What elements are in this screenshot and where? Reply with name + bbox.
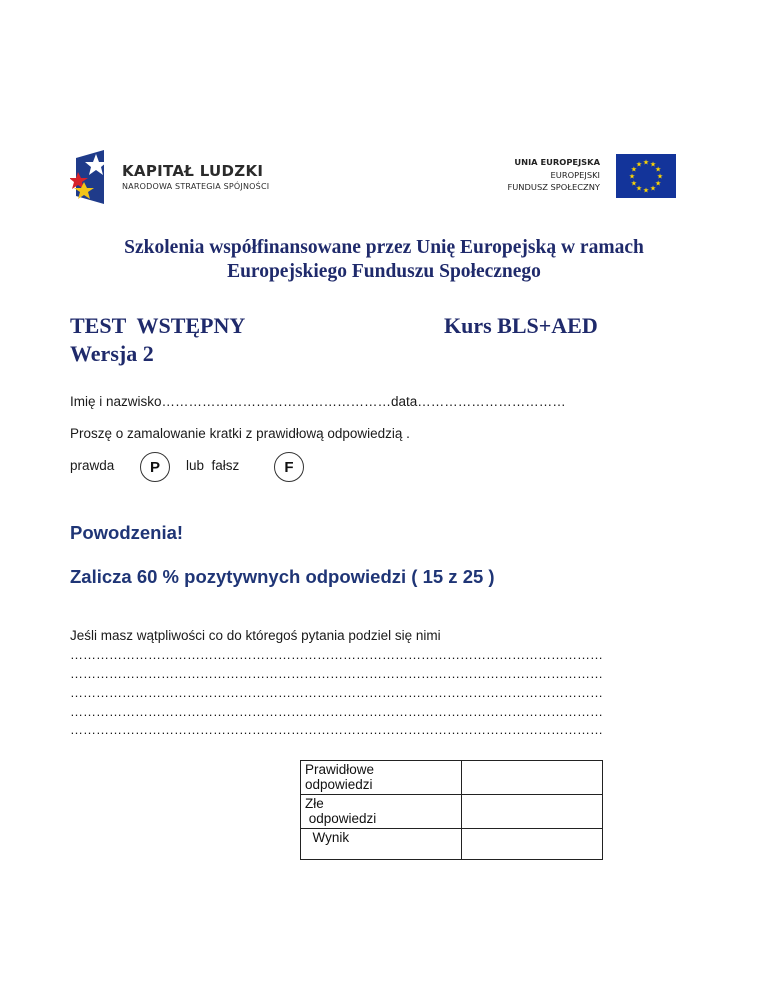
eu-line-2: EUROPEJSKI: [550, 169, 600, 180]
results-value-score[interactable]: [462, 829, 603, 860]
test-title-block: [70, 312, 245, 368]
eu-line-3: FUNDUSZ SPOŁECZNY: [507, 182, 600, 192]
doubts-line[interactable]: ……………………………………………………………………………………………………………: [70, 704, 603, 719]
true-mark-circle: [140, 452, 170, 482]
kapital-ludzki-emblem-icon: [70, 150, 118, 208]
name-date-line[interactable]: Imię i nazwisko……………………………………………data……………………………: [70, 394, 566, 409]
doubts-prompt: Jeśli masz wątpliwości co do któregoś pytania podziel się nimi: [70, 628, 441, 643]
eu-star-icon: ★: [642, 159, 650, 167]
doubts-line[interactable]: ……………………………………………………………………………………………………………: [70, 666, 603, 681]
eu-star-icon: ★: [635, 161, 643, 169]
eu-logo-text: [507, 156, 600, 194]
eu-star-icon: ★: [630, 166, 638, 174]
eu-line-1: UNIA EUROPEJSKA: [514, 157, 600, 167]
eu-star-icon: ★: [649, 161, 657, 169]
results-value-wrong[interactable]: [462, 795, 603, 829]
doubts-line[interactable]: ……………………………………………………………………………………………………………: [70, 722, 603, 737]
eu-star-icon: ★: [642, 187, 650, 195]
test-title: TEST WSTĘPNY: [70, 313, 246, 338]
results-row-wrong: [301, 795, 603, 829]
false-mark: F: [284, 458, 294, 476]
results-label-wrong: [301, 795, 462, 829]
eu-logo: [490, 154, 680, 200]
eu-star-icon: ★: [630, 180, 638, 188]
results-table: [300, 760, 603, 860]
headline: [0, 236, 768, 284]
kapital-ludzki-logo: [70, 150, 270, 210]
results-label-score: [301, 829, 462, 860]
kapital-ludzki-title: KAPITAŁ LUDZKI: [122, 162, 264, 180]
pass-rule: Zalicza 60 % pozytywnych odpowiedzi ( 15 z 25 ): [70, 566, 495, 587]
instruction-text: Proszę o zamalowanie kratki z prawidłową odpowiedzią .: [70, 426, 410, 441]
test-version: Wersja 2: [70, 341, 154, 366]
results-label-correct-a: Prawidłowe: [305, 762, 375, 777]
eu-star-icon: ★: [656, 173, 664, 181]
eu-star-icon: ★: [649, 185, 657, 193]
eu-star-icon: ★: [635, 185, 643, 193]
results-label-wrong-b: odpowiedzi: [305, 811, 377, 826]
true-mark: P: [149, 458, 160, 476]
results-value-correct[interactable]: [462, 761, 603, 795]
doubts-line[interactable]: ……………………………………………………………………………………………………………: [70, 685, 603, 700]
true-label: prawda: [70, 458, 115, 473]
eu-flag-icon: [616, 154, 676, 198]
or-false-label: lub fałsz: [186, 458, 240, 473]
headline-line-2: Europejskiego Funduszu Społecznego: [227, 261, 541, 282]
headline-line-1: Szkolenia współfinansowane przez Unię Europejską w ramach: [124, 237, 644, 258]
eu-stars: [616, 154, 676, 198]
results-row-score: [301, 829, 603, 860]
false-mark-circle: [274, 452, 304, 482]
eu-star-icon: ★: [654, 180, 662, 188]
results-label-wrong-a: Złe: [305, 796, 324, 811]
results-row-correct: [301, 761, 603, 795]
eu-star-icon: ★: [654, 166, 662, 174]
doubts-line[interactable]: ……………………………………………………………………………………………………………: [70, 647, 603, 662]
results-label-correct: [301, 761, 462, 795]
eu-star-icon: ★: [628, 173, 636, 181]
course-title: Kurs BLS+AED: [444, 313, 598, 338]
results-label-score-a: Wynik: [305, 830, 350, 845]
results-label-correct-b: odpowiedzi: [305, 777, 373, 792]
kapital-ludzki-subtitle: NARODOWA STRATEGIA SPÓJNOŚCI: [122, 182, 270, 191]
greeting: Powodzenia!: [70, 522, 184, 543]
